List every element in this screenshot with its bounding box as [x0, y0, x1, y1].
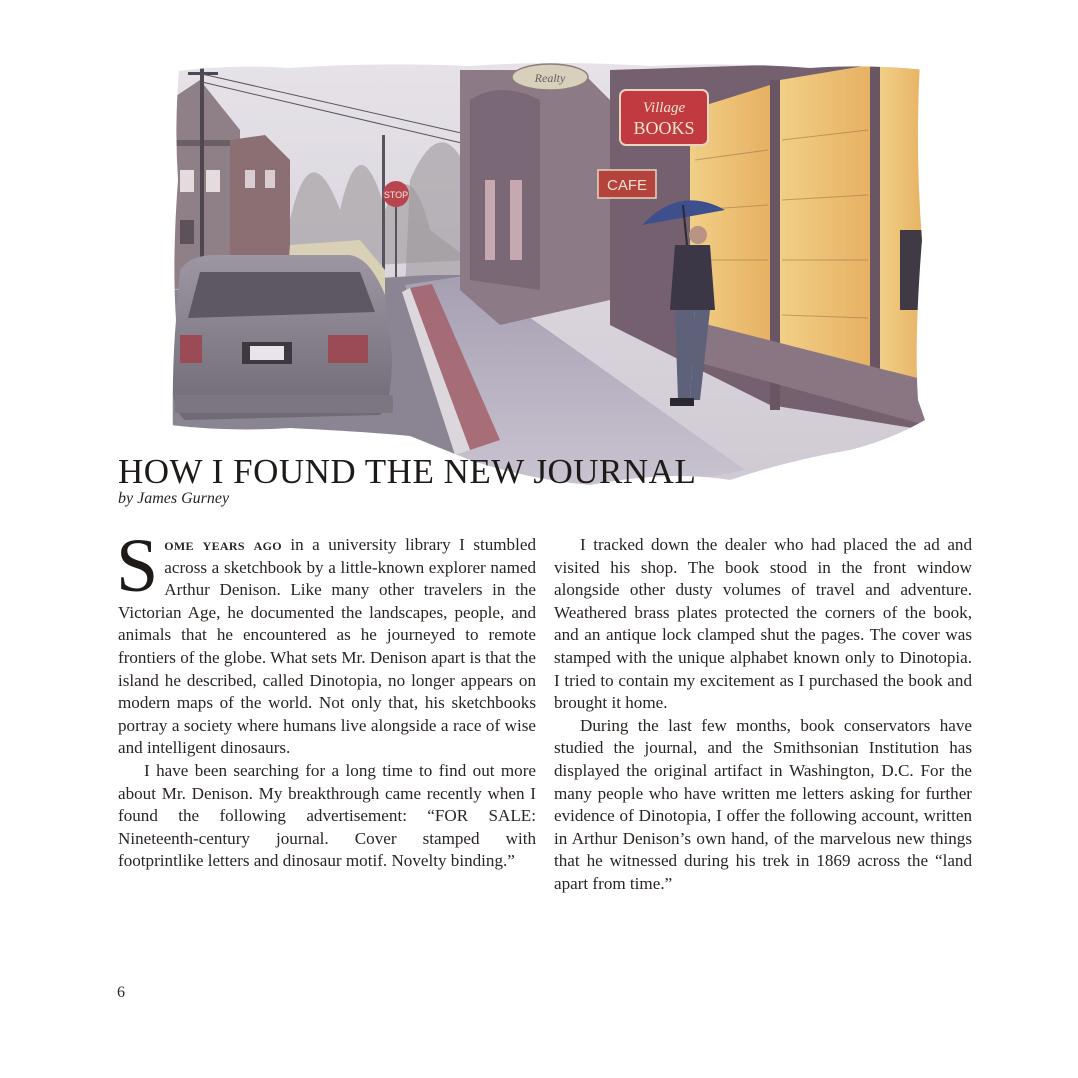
stop-sign-label: STOP [383, 190, 409, 200]
right-paragraph-1: I tracked down the dealer who had placed the ad and visited his shop. The book stood in the front window alongside other dusty volumes of travel and adventure. Weathered brass plates protected the corners of the book, and an antique lock clamped shut the pages. The cover was stamped with the unique alphabet known only to Dinotopia. I tried to contain my excitement as I purchased the book and brought it home. [554, 535, 972, 713]
cafe-sign-label: CAFE [606, 177, 648, 194]
books-sign-label: BOOKS [633, 118, 695, 138]
rainy-street-bookshop-painting-icon [170, 60, 925, 495]
right-paragraph-2: During the last few months, book conservators have studied the journal, and the Smithsonian Institution has displayed the original artifact in Washington, D.C. For the many people who have written me letters asking for further evidence of Dinotopia, I offer the following account, written in Arthur Denison’s own hand, of the marvelous new things that he witnessed during his trek in 1869 across the “land apart from time.” [554, 715, 972, 893]
article-title: HOW I FOUND THE NEW JOURNAL [118, 452, 697, 491]
street-scene-illustration [170, 60, 925, 495]
article-byline: by James Gurney [118, 490, 230, 507]
right-column [554, 534, 972, 896]
drop-cap: S [116, 524, 159, 608]
left-paragraph-2: I have been searching for a long time to find out more about Mr. Denison. My breakthrough came recently when I found the following advertisement: “FOR SALE: Nineteenth-century journal. Cover stamped with footprintlike letters and dinosaur motif. Novelty binding.” [118, 760, 536, 871]
village-sign-label: Village [642, 100, 686, 116]
left-paragraph-1 [116, 524, 536, 760]
left-paragraph-1-text: in a university library I stumbled across a sketchbook by a little-known explorer named Arthur Denison. Like many other travelers in the Victorian Age, he documented the landscapes, people, and animals that he encountered as he journeyed to remote frontiers of the globe. What sets Mr. Denison apart is that the island he described, called Dinotopia, no longer appears on modern maps of the world. Not only that, his sketchbooks portray a society where humans live alongside a race of wise and intelligent dinosaurs. [118, 535, 536, 758]
page-number: 6 [117, 984, 125, 1001]
lead-in-smallcaps: ome years ago [164, 535, 282, 554]
left-column [116, 524, 536, 873]
realty-sign-label: Realty [534, 71, 566, 85]
